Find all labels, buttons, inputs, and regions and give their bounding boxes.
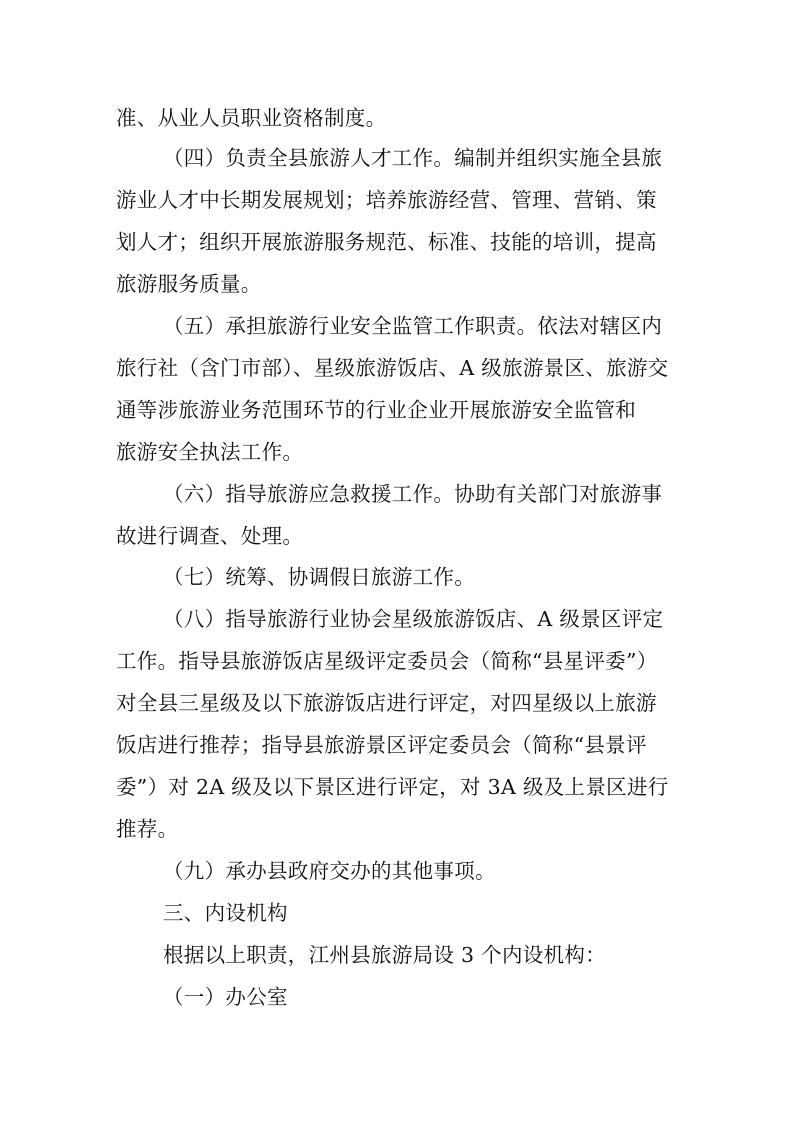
text-line-18: 推荐。: [116, 817, 179, 841]
text-line-21: 根据以上职责，江州县旅游局设 3 个内设机构：: [163, 943, 606, 967]
text-line-9: 旅游安全执法工作。: [116, 440, 304, 464]
text-line-13: （八）指导旅游行业协会星级旅游饭店、A 级景区评定: [163, 607, 664, 631]
text-line-15: 对全县三星级及以下旅游饭店进行评定，对四星级以上旅游: [116, 691, 657, 715]
text-line-6: （五）承担旅游行业安全监管工作职责。依法对辖区内: [163, 314, 663, 338]
subsection-heading-office: （一）办公室: [163, 985, 288, 1009]
text-line-14: 工作。指导县旅游饭店星级评定委员会（简称“县星评委”）: [116, 649, 658, 673]
text-line-12: （七）统筹、协调假日旅游工作。: [163, 565, 475, 589]
text-line-5: 旅游服务质量。: [116, 272, 262, 296]
text-line-8: 通等涉旅游业务范围环节的行业企业开展旅游安全监管和: [116, 398, 636, 422]
text-line-7: 旅行社（含门市部）、星级旅游饭店、A 级旅游景区、旅游交: [116, 356, 669, 380]
text-line-4: 划人才；组织开展旅游服务规范、标准、技能的培训，提高: [116, 230, 657, 254]
section-heading-internal-organs: 三、内设机构: [163, 901, 288, 925]
text-line-1: 准、从业人员职业资格制度。: [116, 106, 387, 130]
text-line-2: （四）负责全县旅游人才工作。编制并组织实施全县旅: [163, 146, 663, 170]
text-line-17: 委”）对 2A 级及以下景区进行评定，对 3A 级及上景区进行: [116, 775, 669, 799]
text-line-10: （六）指导旅游应急救援工作。协助有关部门对旅游事: [163, 482, 663, 506]
text-line-16: 饭店进行推荐；指导县旅游景区评定委员会（简称“县景评: [116, 733, 647, 757]
text-line-3: 游业人才中长期发展规划；培养旅游经营、管理、营销、策: [116, 188, 657, 212]
text-line-19: （九）承办县政府交办的其他事项。: [163, 859, 496, 883]
text-line-11: 故进行调查、处理。: [116, 524, 304, 548]
